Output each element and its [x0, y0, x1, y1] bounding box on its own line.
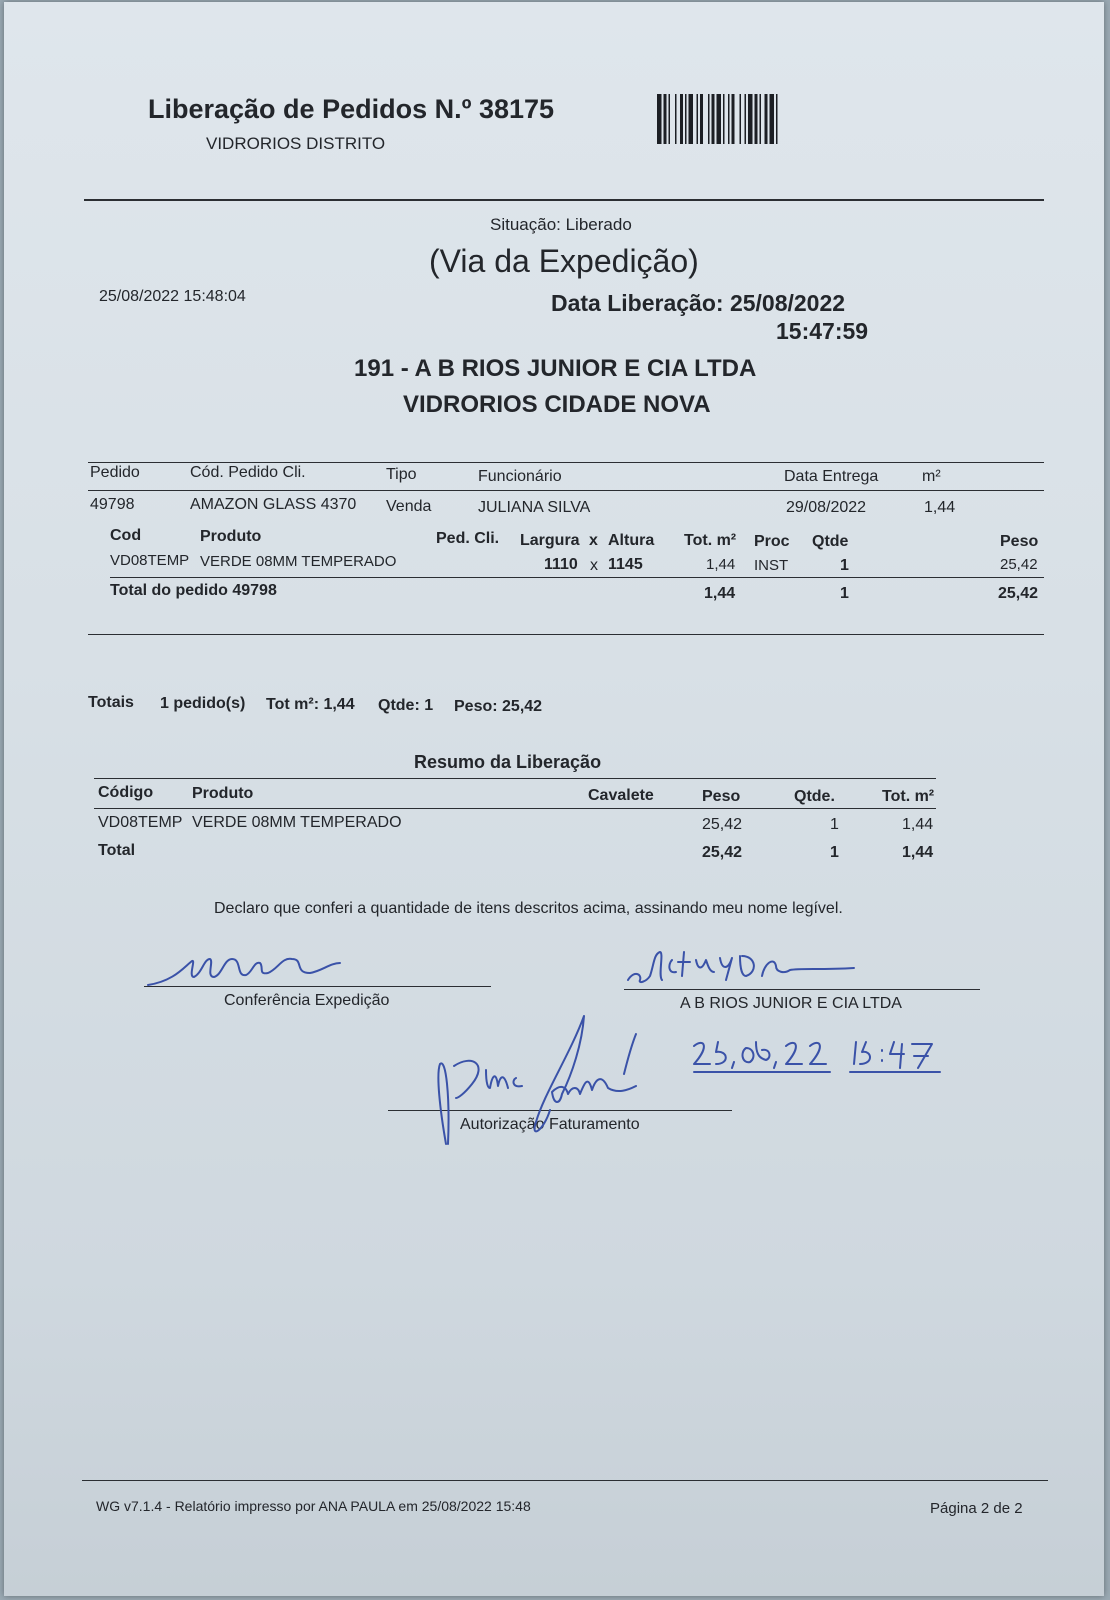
- client-store: VIDRORIOS CIDADE NOVA: [403, 391, 711, 418]
- resumo-qtde: 1: [830, 816, 839, 833]
- item-col-x: x: [589, 532, 598, 549]
- col-cod-pedido-cli: Cód. Pedido Cli.: [190, 464, 306, 481]
- printed-datetime: 25/08/2022 15:48:04: [99, 288, 246, 305]
- document-page: [4, 2, 1104, 1596]
- order-funcionario: JULIANA SILVA: [478, 499, 591, 516]
- conferencia-label: Conferência Expedição: [224, 992, 390, 1009]
- item-col-produto: Produto: [200, 528, 262, 545]
- item-col-largura: Largura: [520, 532, 580, 549]
- resumo-header-rule: [94, 808, 936, 809]
- item-cod: VD08TEMP: [110, 552, 190, 569]
- footer-page-number: Página 2 de 2: [930, 1500, 1023, 1517]
- item-col-cod: Cod: [110, 527, 142, 544]
- order-cod-pedido-cli: AMAZON GLASS 4370: [190, 496, 357, 513]
- footer-print-info: WG v7.1.4 - Relatório impresso por ANA PAULA em 25/08/2022 15:48: [96, 1498, 531, 1514]
- autorizacao-label: Autorização Faturamento: [460, 1116, 640, 1133]
- order-pedido: 49798: [90, 496, 135, 513]
- item-col-altura: Altura: [608, 532, 655, 549]
- handwritten-date: [690, 1034, 960, 1080]
- situacao-label: Situação: Liberado: [490, 215, 632, 234]
- item-proc: INST: [754, 557, 789, 574]
- order-tipo: Venda: [386, 498, 432, 515]
- totais-peso: Peso: 25,42: [454, 698, 543, 715]
- order-data-entrega: 29/08/2022: [786, 499, 867, 516]
- totais-tot-m2: Tot m²: 1,44: [266, 696, 355, 713]
- data-liberacao: Data Liberação: 25/08/2022: [551, 290, 846, 316]
- item-col-tot-m2: Tot. m²: [684, 532, 737, 549]
- resumo-col-codigo: Código: [98, 784, 154, 801]
- resumo-total-tot-m2: 1,44: [902, 844, 934, 861]
- empresa-signature: [624, 946, 874, 990]
- order-m2: 1,44: [924, 499, 956, 516]
- order-total-tot-m2: 1,44: [704, 585, 736, 602]
- item-peso: 25,42: [1000, 556, 1038, 573]
- empresa-label: A B RIOS JUNIOR E CIA LTDA: [680, 995, 902, 1012]
- item-qtde: 1: [840, 557, 849, 574]
- empresa-line: [624, 989, 980, 990]
- header-rule: [84, 199, 1044, 201]
- resumo-tot-m2: 1,44: [902, 816, 934, 833]
- item-col-ped-cli: Ped. Cli.: [436, 530, 500, 547]
- col-funcionario: Funcionário: [478, 468, 562, 485]
- order-table-bottom-rule: [88, 634, 1044, 635]
- item-produto: VERDE 08MM TEMPERADO: [200, 553, 397, 570]
- resumo-col-tot-m2: Tot. m²: [882, 788, 935, 805]
- resumo-col-cavalete: Cavalete: [588, 787, 654, 804]
- resumo-top-rule: [94, 778, 936, 779]
- col-data-entrega: Data Entrega: [784, 468, 879, 485]
- totais-label: Totais: [88, 694, 134, 711]
- col-tipo: Tipo: [386, 466, 417, 483]
- item-col-qtde: Qtde: [812, 533, 849, 550]
- resumo-col-produto: Produto: [192, 785, 254, 802]
- order-total-label: Total do pedido 49798: [110, 582, 277, 599]
- resumo-peso: 25,42: [702, 816, 743, 833]
- order-total-qtde: 1: [840, 585, 849, 602]
- order-table-top-rule: [88, 462, 1044, 463]
- resumo-total-peso: 25,42: [702, 844, 743, 861]
- item-col-proc: Proc: [754, 533, 790, 550]
- order-total-rule: [110, 577, 1044, 578]
- item-largura: 1110: [544, 556, 578, 573]
- totais-pedidos: 1 pedido(s): [160, 695, 246, 712]
- client-name: 191 - A B RIOS JUNIOR E CIA LTDA: [354, 355, 757, 382]
- item-tot-m2: 1,44: [706, 556, 736, 573]
- declaration-text: Declaro que conferi a quantidade de itens descritos acima, assinando meu nome legível.: [214, 900, 843, 917]
- resumo-codigo: VD08TEMP: [98, 814, 183, 831]
- resumo-produto: VERDE 08MM TEMPERADO: [192, 814, 402, 831]
- item-col-peso: Peso: [1000, 533, 1039, 550]
- order-total-peso: 25,42: [998, 585, 1039, 602]
- barcode: [657, 94, 825, 144]
- order-table-header-rule: [88, 490, 1044, 491]
- via-label: (Via da Expedição): [429, 243, 699, 279]
- resumo-total-label: Total: [98, 842, 136, 859]
- hora-liberacao: 15:47:59: [776, 318, 869, 344]
- item-altura: 1145: [608, 556, 643, 573]
- resumo-total-qtde: 1: [830, 844, 839, 861]
- resumo-title: Resumo da Liberação: [414, 752, 602, 772]
- conferencia-line: [144, 986, 491, 987]
- company-name: VIDRORIOS DISTRITO: [206, 134, 386, 153]
- resumo-col-qtde: Qtde.: [794, 788, 835, 805]
- item-x: x: [590, 557, 598, 574]
- resumo-col-peso: Peso: [702, 788, 741, 805]
- totais-qtde: Qtde: 1: [378, 697, 434, 714]
- col-m2: m²: [922, 468, 941, 485]
- document-title: Liberação de Pedidos N.º 38175: [148, 94, 555, 124]
- col-pedido: Pedido: [90, 464, 140, 481]
- footer-rule: [82, 1480, 1048, 1481]
- autorizacao-line: [388, 1110, 732, 1111]
